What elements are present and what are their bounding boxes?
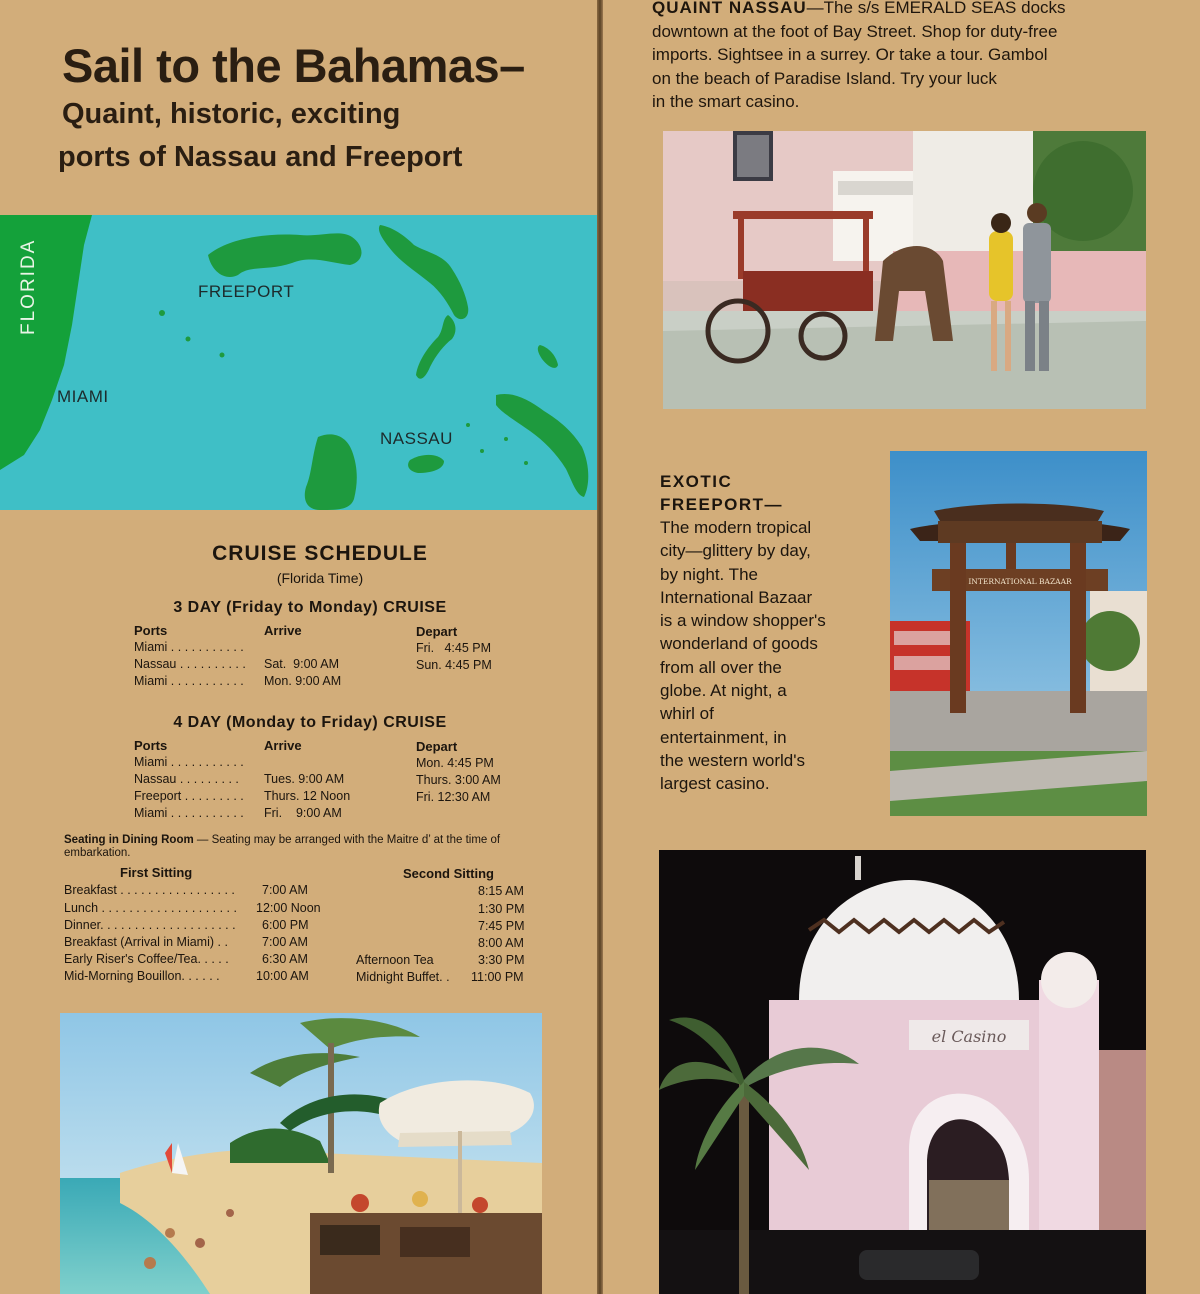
freeport-text-line: largest casino. <box>660 774 770 794</box>
islet <box>220 353 225 358</box>
nassau-text-line: downtown at the foot of Bay Street. Shop for duty-free <box>652 21 1058 41</box>
seating-label: Seating in Dining Room <box>64 834 194 846</box>
freeport-text-line: globe. At night, a <box>660 681 787 701</box>
map-label-miami: MIAMI <box>57 387 109 406</box>
cruise-4-day-title: 4 DAY (Monday to Friday) CRUISE <box>173 714 447 731</box>
islet <box>504 437 508 441</box>
schedule-row-port: Nassau . . . . . . . . . . <box>134 657 246 671</box>
map-label-nassau: NASSAU <box>380 429 453 448</box>
schedule-row-port: Miami . . . . . . . . . . . <box>134 806 244 820</box>
bimini-islet <box>159 310 165 316</box>
meal-name: Breakfast (Arrival in Miami) . . <box>64 935 228 949</box>
subtitle-line-1: Quaint, historic, exciting <box>62 98 401 130</box>
freeport-text-line: whirl of <box>660 704 714 724</box>
meal-second-time: 8:00 AM <box>478 936 524 950</box>
islet <box>480 449 484 453</box>
freeport-text-line: the western world's <box>660 750 805 770</box>
freeport-text-line: is a window shopper's <box>660 611 826 631</box>
meal-first-time: 12:00 Noon <box>256 901 321 915</box>
freeport-heading-line: EXOTIC <box>660 472 733 491</box>
schedule-title: CRUISE SCHEDULE <box>212 542 428 565</box>
subtitle-line-2: ports of Nassau and Freeport <box>58 141 463 173</box>
meal-first-time: 7:00 AM <box>262 935 308 949</box>
seating-note <box>64 834 544 860</box>
meal-name: Lunch . . . . . . . . . . . . . . . . . . . . <box>64 901 237 915</box>
header-arrive: Arrive <box>264 738 302 753</box>
freeport-text-line: city—glittery by day, <box>660 541 811 561</box>
schedule-row-arrive: Sat. 9:00 AM <box>264 657 340 671</box>
map-label-freeport: FREEPORT <box>198 282 295 301</box>
bazaar-sign-text: INTERNATIONAL BAZAAR <box>968 577 1072 586</box>
header-ports: Ports <box>134 623 168 638</box>
freeport-description <box>660 516 882 796</box>
international-bazaar-photo <box>890 451 1147 816</box>
header-depart: Depart <box>416 739 458 754</box>
islet <box>186 337 191 342</box>
meal-name: Early Riser's Coffee/Tea. . . . . <box>64 952 229 966</box>
nassau-text-line: imports. Sightsee in a surrey. Or take a tour. Gambol <box>652 45 1048 64</box>
schedule-row-depart: Mon. 4:45 PM <box>416 756 494 770</box>
schedule-subtitle: (Florida Time) <box>276 570 364 586</box>
meal-first-time: 6:30 AM <box>262 952 308 966</box>
nassau-surrey-photo <box>663 131 1146 409</box>
header-depart: Depart <box>416 624 458 639</box>
meal-extra: Midnight Buffet. . <box>356 970 450 984</box>
schedule-row-arrive: Tues. 9:00 AM <box>264 772 345 786</box>
schedule-row-depart: Fri. 4:45 PM <box>416 641 492 655</box>
nassau-text-line: in the smart casino. <box>652 92 800 111</box>
meal-first-time: 10:00 AM <box>256 969 309 983</box>
schedule-row-port: Miami . . . . . . . . . . . <box>134 640 244 654</box>
page-title: Sail to the Bahamas– <box>62 39 525 92</box>
schedule-row-depart: Sun. 4:45 PM <box>416 658 492 672</box>
right-page <box>603 0 1200 1294</box>
meal-second-time: 1:30 PM <box>478 902 525 916</box>
casino-sign-text: el Casino <box>931 1027 1007 1046</box>
header-ports: Ports <box>134 738 168 753</box>
meal-second-time: 7:45 PM <box>478 919 525 933</box>
meal-second-time: 11:00 PM <box>471 970 524 984</box>
meal-first-time: 6:00 PM <box>262 918 309 932</box>
meal-first-time: 7:00 AM <box>262 883 308 897</box>
islet <box>466 423 470 427</box>
schedule-row-port: Miami . . . . . . . . . . . <box>134 674 244 688</box>
header-arrive: Arrive <box>264 623 302 638</box>
freeport-text-line: wonderland of goods <box>660 634 818 654</box>
nassau-description <box>652 0 1172 114</box>
bahamas-map <box>0 215 597 510</box>
left-page <box>0 0 597 1294</box>
freeport-heading-line: FREEPORT— <box>660 495 784 514</box>
second-sitting-header: Second Sitting <box>403 866 494 881</box>
cruise-3-day-title: 3 DAY (Friday to Monday) CRUISE <box>173 599 447 616</box>
freeport-text-line: The modern tropical <box>660 518 812 537</box>
meal-name: Mid-Morning Bouillon. . . . . . <box>64 969 220 983</box>
seating-note-text: — Seating may be arranged with the Maitre d’ at the time of embarkation. <box>64 834 501 859</box>
schedule-row-port: Freeport . . . . . . . . . <box>134 789 244 803</box>
schedule-row-port: Miami . . . . . . . . . . . <box>134 755 244 769</box>
freeport-text-line: by night. The <box>660 564 758 584</box>
beach-photo <box>60 1013 542 1294</box>
freeport-heading <box>660 470 783 516</box>
map-label-florida: FLORIDA <box>18 238 39 335</box>
freeport-text-line: from all over the <box>660 657 782 677</box>
meal-name: Dinner. . . . . . . . . . . . . . . . . . . . <box>64 918 236 932</box>
schedule-row-port: Nassau . . . . . . . . . <box>134 772 239 786</box>
nassau-text-line: on the beach of Paradise Island. Try your luck <box>652 68 997 88</box>
schedule-row-arrive: Mon. 9:00 AM <box>264 674 342 688</box>
schedule-row-depart: Fri. 12:30 AM <box>416 790 491 804</box>
el-casino-photo <box>659 850 1146 1294</box>
freeport-text-line: entertainment, in <box>660 727 787 747</box>
meal-second-time: 3:30 PM <box>478 953 525 967</box>
nassau-heading: QUAINT NASSAU <box>652 0 807 17</box>
schedule-row-arrive: Thurs. 12 Noon <box>264 789 351 803</box>
meal-name: Breakfast . . . . . . . . . . . . . . . . . <box>64 883 235 897</box>
islet <box>524 461 528 465</box>
meal-extra: Afternoon Tea <box>356 953 434 967</box>
schedule-row-depart: Thurs. 3:00 AM <box>416 773 501 787</box>
nassau-text-line: —The s/s EMERALD SEAS docks <box>806 0 1066 17</box>
meal-second-time: 8:15 AM <box>478 884 524 898</box>
freeport-text-line: International Bazaar <box>660 587 813 607</box>
schedule-row-arrive: Fri. 9:00 AM <box>264 806 342 820</box>
first-sitting-header: First Sitting <box>120 865 193 880</box>
